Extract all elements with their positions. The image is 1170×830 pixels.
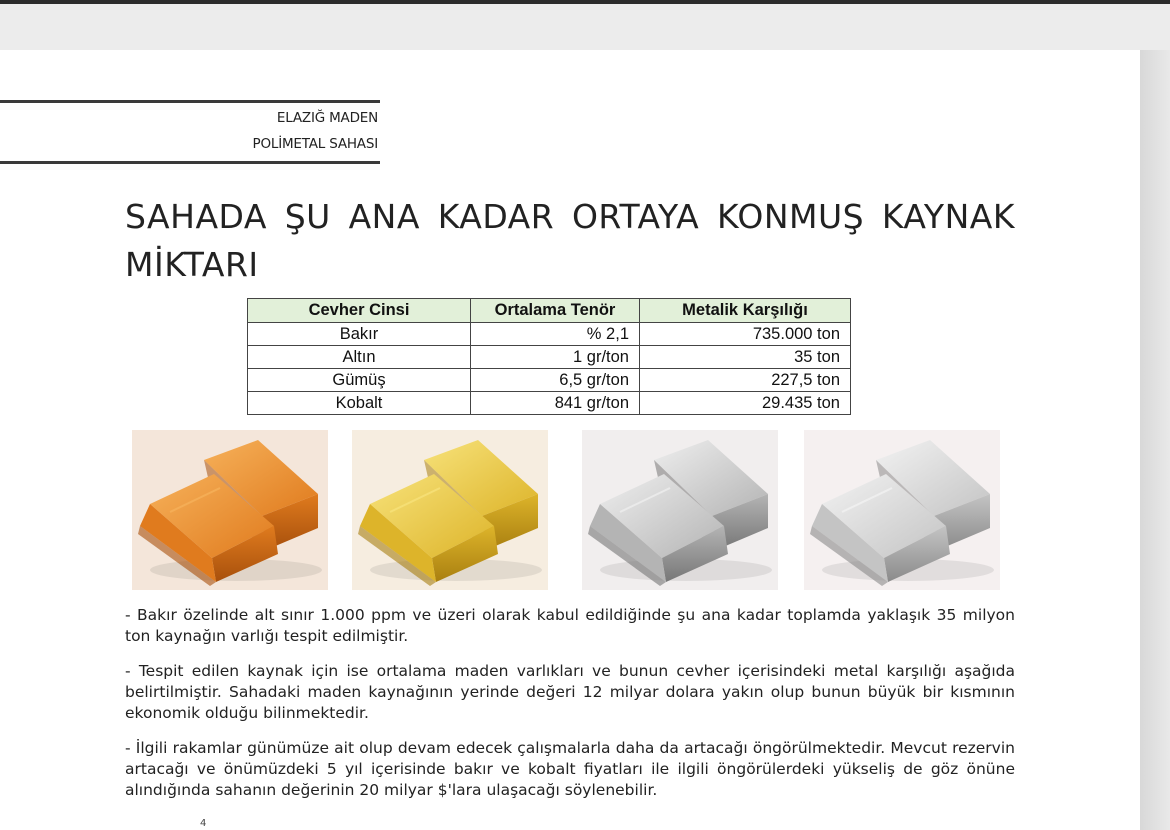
table-cell-grade: 1 gr/ton <box>471 346 640 369</box>
table-cell-metal: 735.000 ton <box>640 323 851 346</box>
table-cell-ore: Bakır <box>248 323 471 346</box>
table-header-row <box>248 299 851 323</box>
platinum-bars-image <box>804 430 1000 590</box>
column-header: Cevher Cinsi <box>248 299 471 323</box>
page-side-shadow <box>1140 50 1170 830</box>
header-rule-top <box>0 100 380 103</box>
header-label-line-1: ELAZIĞ MADEN <box>276 110 378 126</box>
header-label-line-2: POLİMETAL SAHASI <box>252 136 378 152</box>
table-cell-ore: Kobalt <box>248 392 471 415</box>
table-cell-grade: 841 gr/ton <box>471 392 640 415</box>
table-row <box>248 346 851 369</box>
silver-bars-image <box>582 430 778 590</box>
paragraph-future-value: - İlgili rakamlar günümüze ait olup devam edecek çalışmalarla daha da artacağı öngörülmektedir. Mevcut rezervin artacağı ve önümüzdeki 5 yıl içerisinde bakır ve kobalt fiyatları ile ilgili öngörülerdeki yükseliş de göz önüne alındığında sahanın değerinin 20 milyar $'lara ulaşacağı söylenebilir. <box>125 739 1015 799</box>
gold-bars-image <box>352 430 548 590</box>
table-row <box>248 369 851 392</box>
window-top-bar <box>0 0 1170 4</box>
paragraph-resource-value: - Tespit edilen kaynak için ise ortalama maden varlıkları ve bunun cevher içerisindeki metal karşılığı aşağıda belirtilmiştir. Sahadaki maden kaynağının yerinde değeri 12 milyar dolara yakın olup bunun büyük bir kısmının ekonomik olduğu bilinmektedir. <box>125 662 1015 722</box>
header-rule-bottom <box>0 161 380 164</box>
table-cell-grade: % 2,1 <box>471 323 640 346</box>
paragraph-copper-resource: - Bakır özelinde alt sınır 1.000 ppm ve üzeri olarak kabul edildiğinde şu ana kadar toplamda yaklaşık 35 milyon ton kaynağın varlığı tespit edilmiştir. <box>125 606 1015 645</box>
column-header: Ortalama Tenör <box>471 299 640 323</box>
resource-table <box>247 298 851 415</box>
table-cell-ore: Altın <box>248 346 471 369</box>
table-cell-ore: Gümüş <box>248 369 471 392</box>
table-cell-grade: 6,5 gr/ton <box>471 369 640 392</box>
table-cell-metal: 35 ton <box>640 346 851 369</box>
page-number: 4 <box>200 818 207 829</box>
page-title: SAHADA ŞU ANA KADAR ORTAYA KONMUŞ KAYNAK MİKTARI <box>125 197 1015 284</box>
table-cell-metal: 29.435 ton <box>640 392 851 415</box>
table-row <box>248 392 851 415</box>
copper-bars-image <box>132 430 328 590</box>
table-row <box>248 323 851 346</box>
column-header: Metalik Karşılığı <box>640 299 851 323</box>
table-cell-metal: 227,5 ton <box>640 369 851 392</box>
